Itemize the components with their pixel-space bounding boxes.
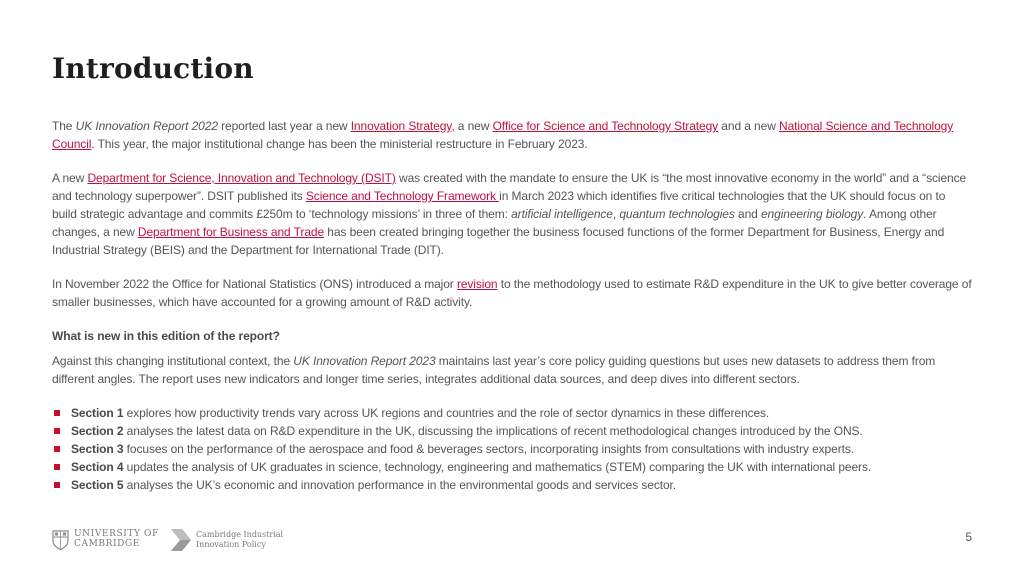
- paragraph-ons: [52, 275, 972, 311]
- section-text: analyses the UK’s economic and innovation performance in the environmental goods and services sector.: [123, 478, 677, 492]
- st-framework-link[interactable]: Science and Technology Framework: [305, 189, 500, 203]
- text: Against this changing institutional context, the: [52, 354, 294, 368]
- section-label: Section 2: [71, 424, 124, 438]
- cambridge-logo: [52, 527, 159, 553]
- dbt-link[interactable]: Department for Business and Trade: [137, 225, 325, 239]
- section-text: analyses the latest data on R&D expenditure in the UK, discussing the implications of recent methodological changes introduced by the ONS.: [123, 424, 863, 438]
- text: and a new: [718, 119, 780, 133]
- cipp-wordmark: [196, 530, 283, 550]
- bullet-icon: [54, 464, 60, 470]
- list-item: [52, 458, 972, 476]
- nstc-link[interactable]: National Science and Technology Council: [52, 119, 954, 151]
- page-number: 5: [965, 530, 972, 544]
- text: . Among other changes, a new: [52, 207, 937, 239]
- section-question: What is new in this edition of the report?: [52, 329, 280, 343]
- cambridge-wordmark: [74, 529, 159, 549]
- cambridge-line2: CAMBRIDGE: [74, 539, 140, 549]
- text: maintains last year’s core policy guiding questions but uses new datasets to address them from different angles. The report uses new indicators and longer time series, integrates additional data sources, and deep dives into different sectors.: [52, 354, 936, 386]
- section-label: Section 1: [71, 406, 124, 420]
- text: . This year, the major institutional change has been the ministerial restructure in February 2023.: [91, 137, 588, 151]
- bullet-icon: [54, 428, 60, 434]
- list-item: [52, 422, 972, 440]
- section-label: Section 3: [71, 442, 124, 456]
- bullet-icon: [54, 482, 60, 488]
- tech-quantum: quantum technologies: [619, 207, 735, 221]
- ost-strategy-link[interactable]: Office for Science and Technology Strategy: [492, 119, 719, 133]
- page-title: Introduction: [52, 52, 254, 85]
- section-label: Section 4: [71, 460, 124, 474]
- cipp-line2: Innovation Policy: [196, 540, 266, 549]
- tech-ai: artificial intelligence: [511, 207, 613, 221]
- text: and: [734, 207, 761, 221]
- text: , a new: [451, 119, 493, 133]
- list-item: [52, 476, 972, 494]
- dsit-link[interactable]: Department for Science, Innovation and Technology (DSIT): [87, 171, 396, 185]
- section-text: explores how productivity trends vary across UK regions and countries and the role of sector dynamics in these differences.: [123, 406, 770, 420]
- paragraph-context: [52, 352, 972, 388]
- text: ,: [612, 207, 620, 221]
- list-item: [52, 440, 972, 458]
- text: in March 2023 which identifies five critical technologies that the UK should focus on to build strategic advantage and commits £250m to ‘technology missions’ in three of them:: [52, 189, 946, 221]
- section-text: updates the analysis of UK graduates in science, technology, engineering and mathematics (STEM) comparing the UK with international peers.: [123, 460, 872, 474]
- section-label: Section 5: [71, 478, 124, 492]
- bullet-icon: [54, 446, 60, 452]
- list-item: [52, 404, 972, 422]
- text: was created with the mandate to ensure the UK is “the most innovative economy in the world” and a “science and technology superpower”. DSIT published its: [52, 171, 967, 203]
- paragraph-dsit: [52, 169, 972, 259]
- text: has been created bringing together the business focused functions of the former Department for Business, Energy and Industrial Strategy (BEIS) and the Department for International Trade (DIT).: [52, 225, 945, 257]
- main-content: [52, 117, 972, 494]
- section-text: focuses on the performance of the aerospace and food & beverages sectors, incorporating insights from consultations with industry experts.: [123, 442, 854, 456]
- sections-list: [52, 404, 972, 494]
- text: In November 2022 the Office for National Statistics (ONS) introduced a major: [52, 277, 457, 291]
- report-2022-title: UK Innovation Report 2022: [75, 119, 218, 133]
- innovation-strategy-link[interactable]: Innovation Strategy: [350, 119, 452, 133]
- tech-bio: engineering biology: [760, 207, 864, 221]
- report-2023-title: UK Innovation Report 2023: [293, 354, 436, 368]
- paragraph-intro: [52, 117, 972, 153]
- cambridge-line1: UNIVERSITY OF: [74, 529, 159, 539]
- cipp-line1: Cambridge Industrial: [196, 530, 284, 539]
- text: reported last year a new: [217, 119, 351, 133]
- text: The: [52, 119, 76, 133]
- revision-link[interactable]: revision: [456, 277, 498, 291]
- cambridge-shield-icon: [52, 530, 69, 550]
- text: to the methodology used to estimate R&D expenditure in the UK to give better coverage of smaller businesses, which have accounted for a growing amount of R&D activity.: [52, 277, 972, 309]
- bullet-icon: [54, 410, 60, 416]
- cipp-chevron-icon: [170, 528, 192, 552]
- text: A new: [52, 171, 88, 185]
